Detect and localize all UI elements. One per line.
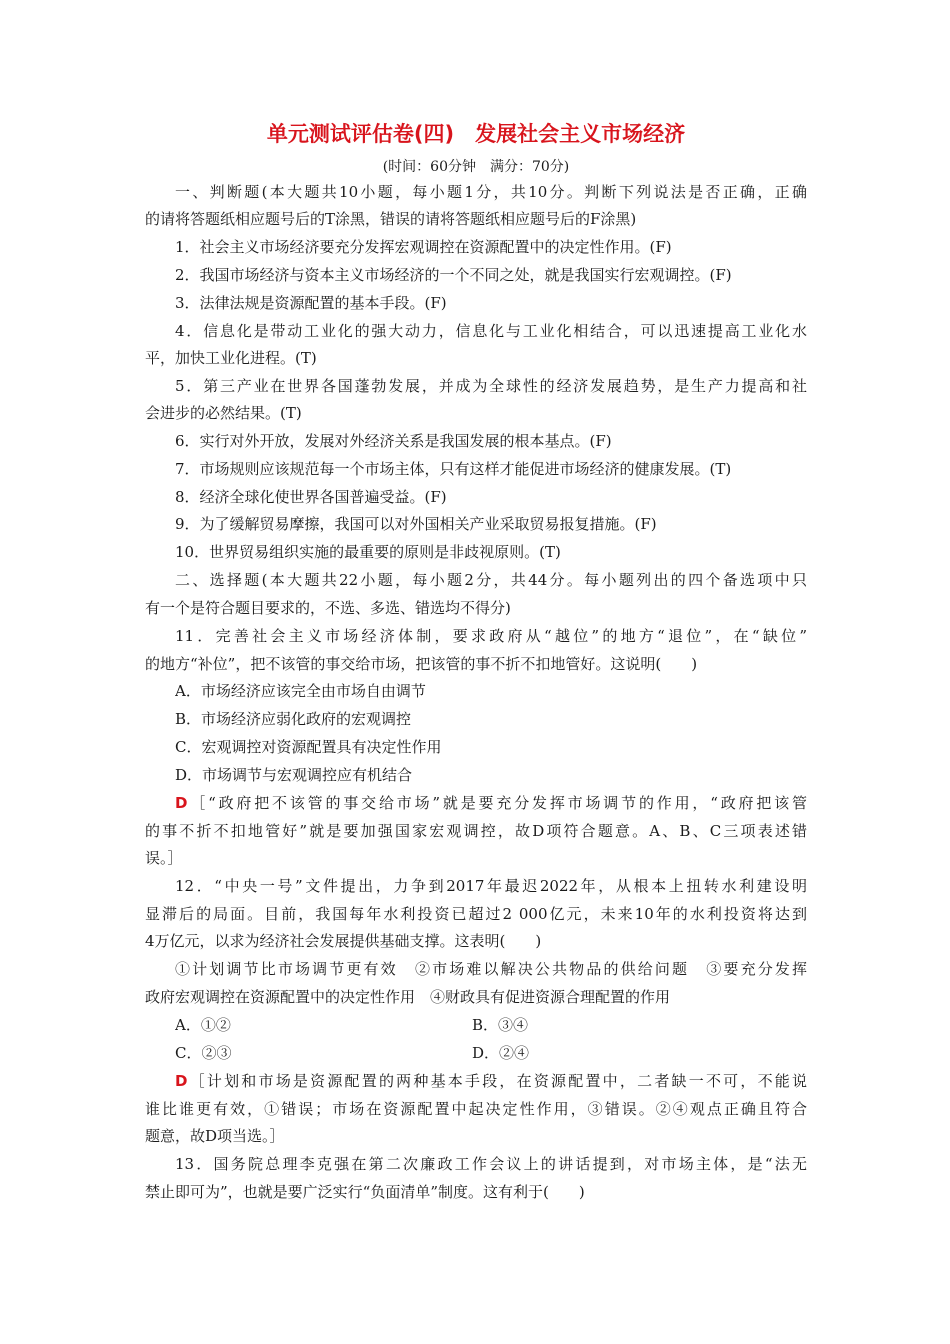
question-12-stem-line3: 4万亿元，以求为经济社会发展提供基础支撑。这表明( )	[145, 932, 542, 950]
question-4-line1: 4．信息化是带动工业化的强大动力，信息化与工业化相结合，可以迅速提高工业化水	[175, 322, 807, 340]
question-12-explanation-line1	[175, 1070, 807, 1092]
question-5-line2: 会进步的必然结果。(T)	[145, 404, 302, 422]
question-13-stem-line1: 13．国务院总理李克强在第二次廉政工作会议上的讲话提到，对市场主体，是“法无	[175, 1155, 807, 1173]
page-title: 单元测试评估卷(四) 发展社会主义市场经济	[266, 122, 686, 146]
question-12-explanation-line2: 谁比谁更有效，①错误；市场在资源配置中起决定性作用，③错误。②④观点正确且符合	[145, 1100, 807, 1118]
question-6: 6．实行对外开放，发展对外经济关系是我国发展的根本基点。(F)	[175, 432, 612, 450]
question-11-option-c: C．宏观调控对资源配置具有决定性作用	[175, 738, 442, 756]
question-11-option-b: B．市场经济应弱化政府的宏观调控	[175, 710, 412, 728]
question-10: 10．世界贸易组织实施的最重要的原则是非歧视原则。(T)	[175, 543, 561, 561]
question-12-stem-line2: 显滞后的局面。目前，我国每年水利投资已超过2 000亿元，未来10年的水利投资将达到	[145, 905, 807, 923]
question-11-explanation-text: ［“政府把不该管的事交给市场”就是要充分发挥市场调节的作用，“政府把该管	[187, 794, 807, 812]
question-12-items-line1: ①计划调节比市场调节更有效 ②市场难以解决公共物品的供给问题 ③要充分发挥	[175, 960, 807, 978]
question-9: 9．为了缓解贸易摩擦，我国可以对外国相关产业采取贸易报复措施。(F)	[175, 515, 657, 533]
exam-info: (时间：60分钟 满分：70分)	[382, 159, 570, 175]
question-11-stem-line2: 的地方“补位”，把不该管的事交给市场，把该管的事不折不扣地管好。这说明( )	[145, 655, 698, 673]
question-12-stem-line1: 12．“中央一号”文件提出，力争到2017年最迟2022年，从根本上扭转水利建设明	[175, 877, 807, 895]
question-11-explanation-line2: 的事不折不扣地管好”就是要加强国家宏观调控，故D项符合题意。A、B、C三项表述错	[145, 822, 807, 840]
question-8: 8．经济全球化使世界各国普遍受益。(F)	[175, 488, 447, 506]
question-3: 3．法律法规是资源配置的基本手段。(F)	[175, 294, 447, 312]
question-12-option-c: C．②③	[175, 1044, 232, 1062]
question-12-explanation-line3: 题意，故D项当选。］	[145, 1127, 285, 1145]
question-13-stem-line2: 禁止即可为”，也就是要广泛实行“负面清单”制度。这有利于( )	[145, 1183, 585, 1201]
question-12-option-a: A．①②	[175, 1016, 231, 1034]
question-12-items-line2: 政府宏观调控在资源配置中的决定性作用 ④财政具有促进资源合理配置的作用	[145, 988, 671, 1006]
question-11-answer: D	[175, 794, 188, 812]
question-2: 2．我国市场经济与资本主义市场经济的一个不同之处，就是我国实行宏观调控。(F)	[175, 266, 732, 284]
question-11-stem-line1: 11．完善社会主义市场经济体制，要求政府从“越位”的地方“退位”，在“缺位”	[175, 627, 807, 645]
question-7: 7．市场规则应该规范每一个市场主体，只有这样才能促进市场经济的健康发展。(T)	[175, 460, 732, 478]
question-12-answer: D	[175, 1072, 188, 1090]
question-11-option-a: A．市场经济应该完全由市场自由调节	[175, 682, 426, 700]
question-12-option-b: B．③④	[472, 1016, 529, 1034]
question-5-line1: 5．第三产业在世界各国蓬勃发展，并成为全球性的经济发展趋势，是生产力提高和社	[175, 377, 807, 395]
question-11-option-d: D．市场调节与宏观调控应有机结合	[175, 766, 413, 784]
question-12-explanation-text: ［计划和市场是资源配置的两种基本手段，在资源配置中，二者缺一不可，不能说	[187, 1072, 807, 1090]
section2-intro-line2: 有一个是符合题目要求的，不选、多选、错选均不得分)	[145, 599, 511, 617]
question-11-explanation-line1	[175, 792, 807, 814]
section1-intro-line1: 一、判断题(本大题共10小题，每小题1分，共10分。判断下列说法是否正确，正确	[175, 183, 807, 201]
question-4-line2: 平，加快工业化进程。(T)	[145, 349, 317, 367]
question-11-explanation-line3: 误。］	[145, 849, 183, 867]
section1-intro-line2: 的请将答题纸相应题号后的T涂黑，错误的请将答题纸相应题号后的F涂黑)	[145, 210, 637, 228]
question-1: 1．社会主义市场经济要充分发挥宏观调控在资源配置中的决定性作用。(F)	[175, 238, 672, 256]
question-12-option-d: D．②④	[472, 1044, 530, 1062]
section2-intro-line1: 二、选择题(本大题共22小题，每小题2分，共44分。每小题列出的四个备选项中只	[175, 571, 807, 589]
